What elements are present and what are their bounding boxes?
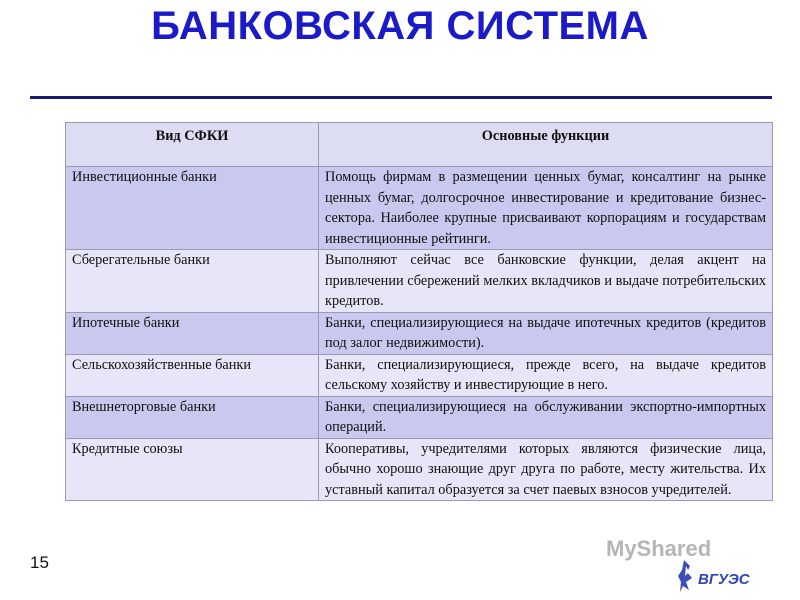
row-function-cell: Кооперативы, учредителями которых являются физические лица, обычно хорошо знающие друг друга по работе, месту жительства. Их уставный капитал образуется за счет паевых взносов учредителей. [319, 438, 773, 501]
watermark-text: MyShared [606, 536, 712, 561]
column-header-functions: Основные функции [319, 123, 773, 167]
slide-title: БАНКОВСКАЯ СИСТЕМА [151, 4, 649, 48]
table-header-row [66, 123, 773, 167]
row-function-cell: Помощь фирмам в размещении ценных бумаг, консалтинг на рынке ценных бумаг, долгосрочное инвестирование и кредитование бизнес-сектора. Наиболее крупные присваивают корпорациям и государствам инвестиционные рейтинги. [319, 167, 773, 250]
logo-text: ВГУЭС [698, 571, 750, 588]
table-row [66, 250, 773, 313]
row-function-cell: Банки, специализирующиеся на выдаче ипотечных кредитов (кредитов под залог недвижимости). [319, 312, 773, 354]
row-kind-cell: Сельскохозяйственные банки [66, 354, 319, 396]
title-divider [30, 96, 772, 99]
row-kind-cell: Сберегательные банки [66, 250, 319, 313]
table-row [66, 312, 773, 354]
row-function-cell: Выполняют сейчас все банковские функции, делая акцент на привлечении сбережений мелких вкладчиков и выдаче потребительских кредитов. [319, 250, 773, 313]
table-row [66, 354, 773, 396]
row-kind-cell: Инвестиционные банки [66, 167, 319, 250]
row-kind-cell: Ипотечные банки [66, 312, 319, 354]
column-header-kind: Вид СФКИ [66, 123, 319, 167]
sfki-table [65, 122, 773, 501]
table-row [66, 438, 773, 501]
row-kind-cell: Внешнеторговые банки [66, 396, 319, 438]
row-kind-cell: Кредитные союзы [66, 438, 319, 501]
page-number: 15 [30, 553, 49, 572]
table-row [66, 167, 773, 250]
university-crest-icon [676, 556, 772, 596]
table-row [66, 396, 773, 438]
row-function-cell: Банки, специализирующиеся на обслуживании экспортно-импортных операций. [319, 396, 773, 438]
row-function-cell: Банки, специализирующиеся, прежде всего, на выдаче кредитов сельскому хозяйству и инвестирующие в него. [319, 354, 773, 396]
